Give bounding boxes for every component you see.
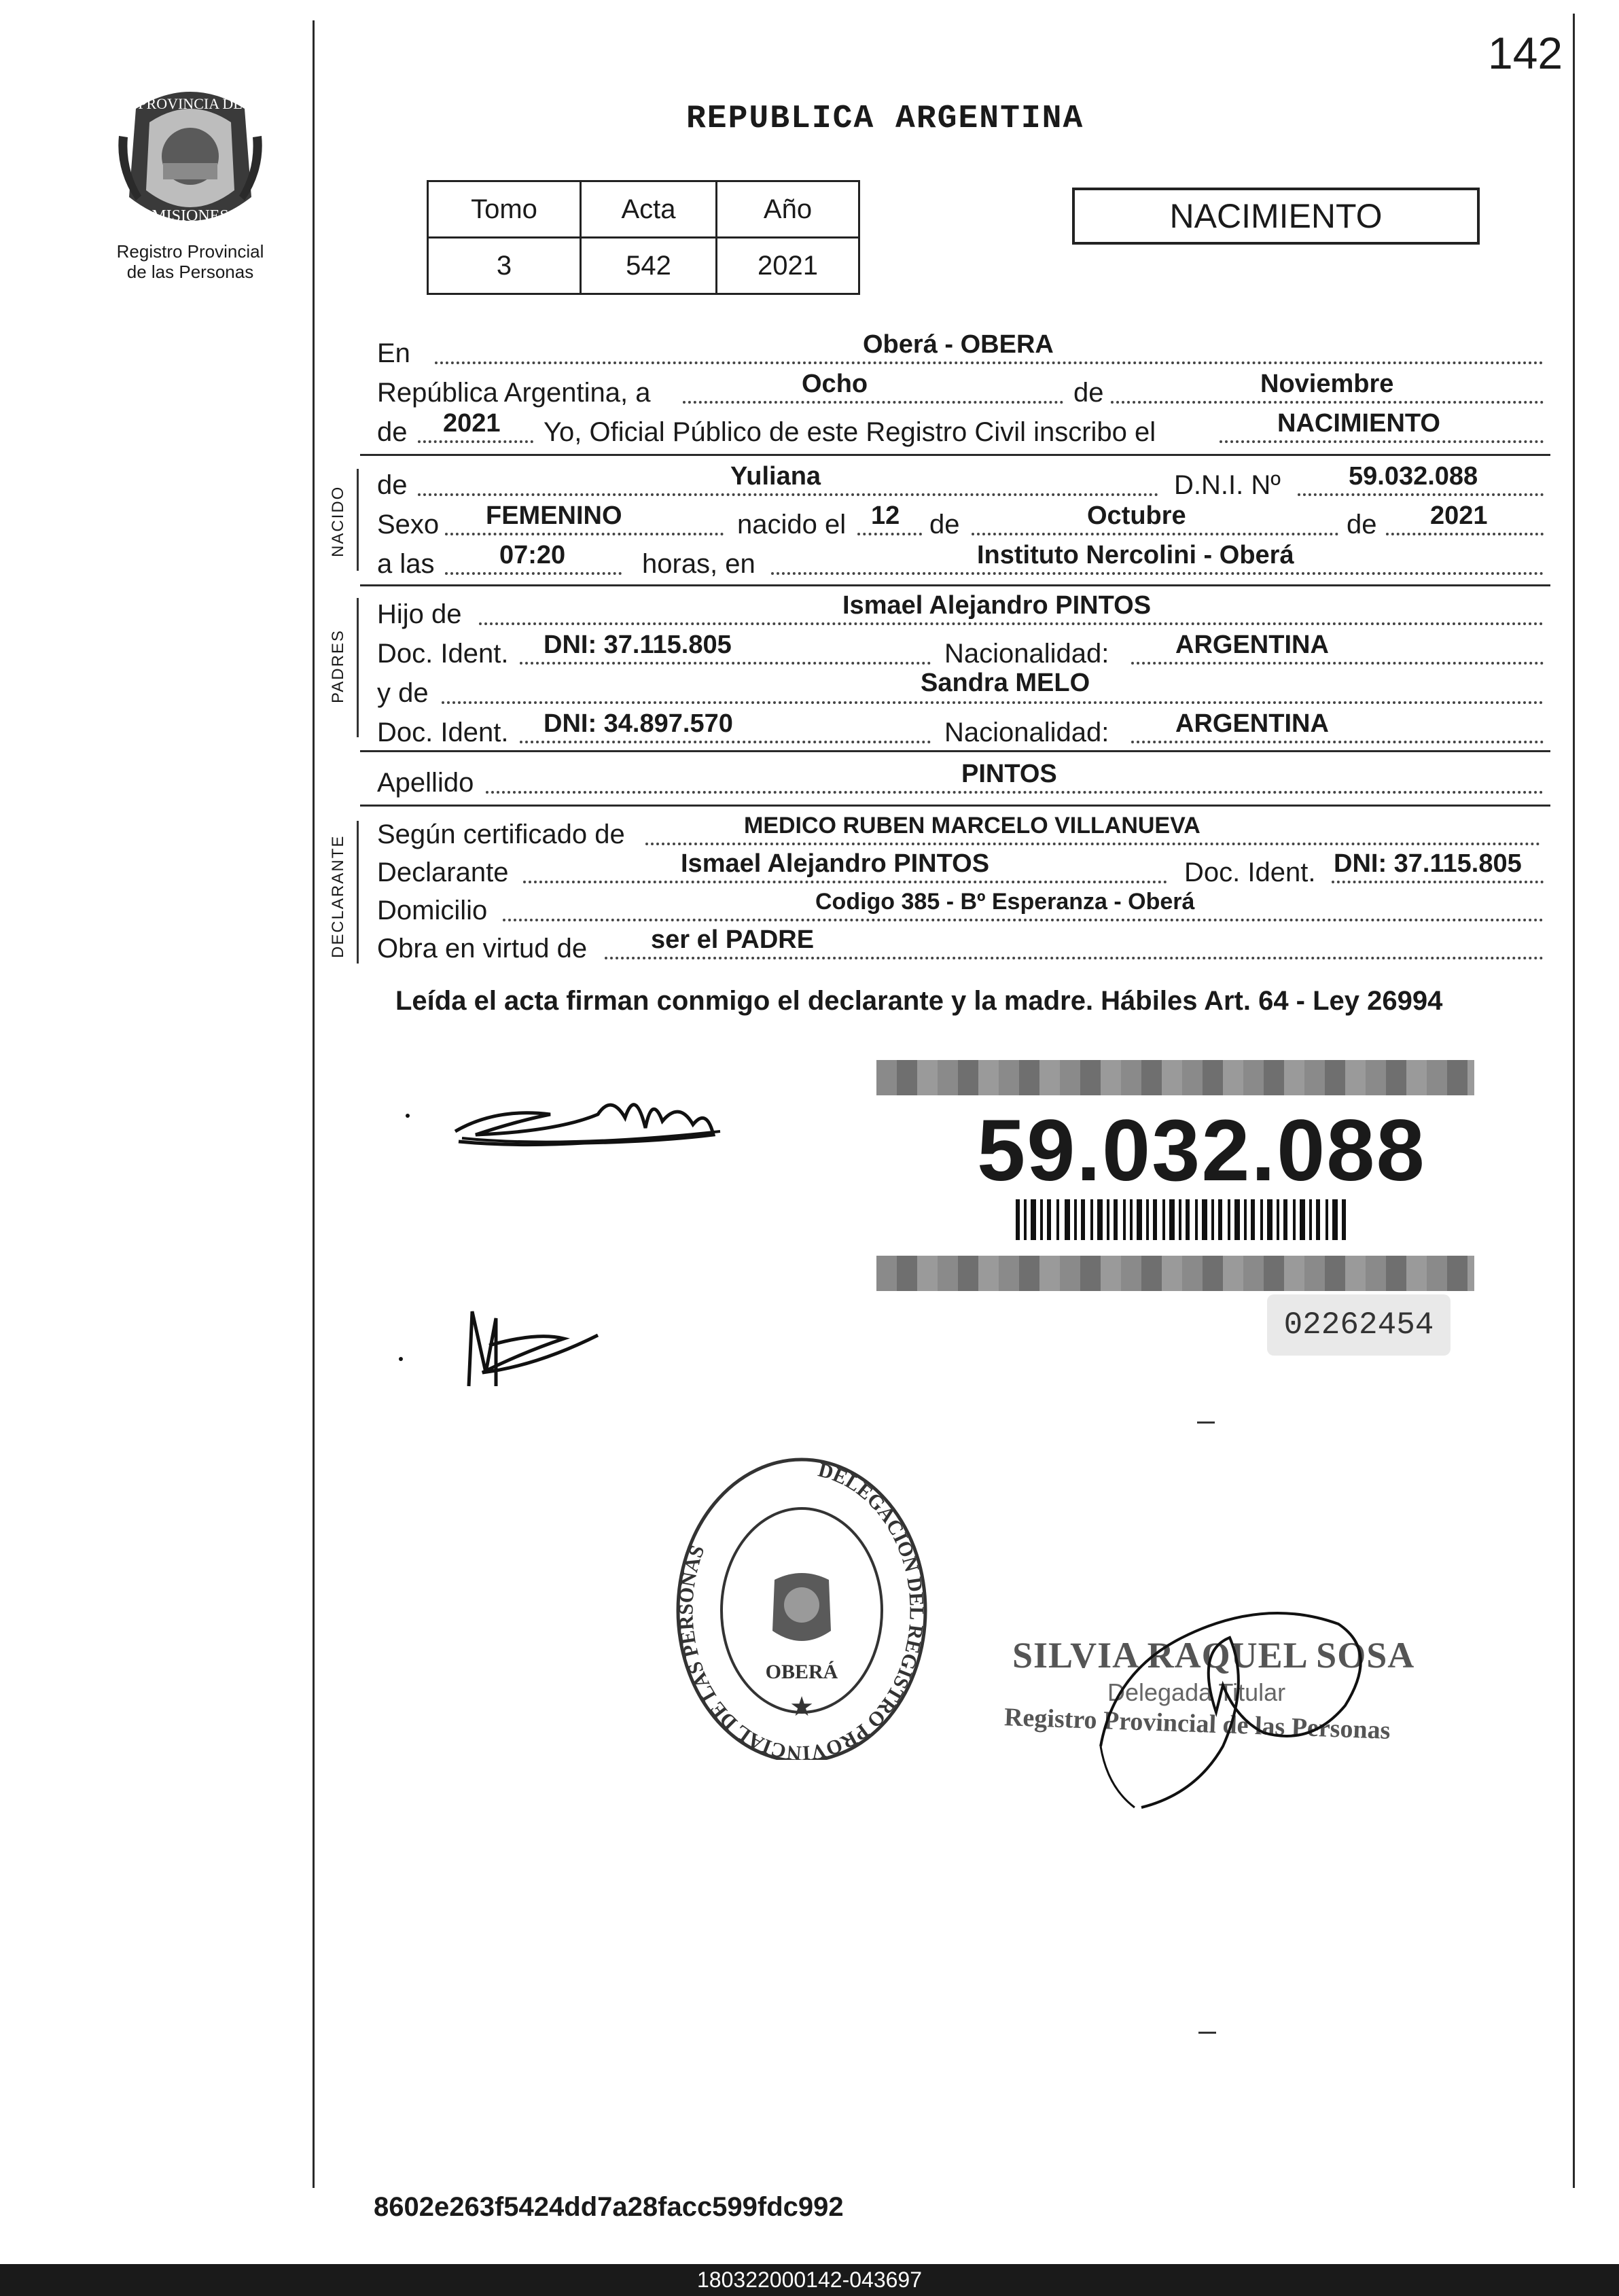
acta-value: 542 — [581, 238, 717, 294]
official-org: Registro Provincial de las Personas — [1003, 1703, 1391, 1745]
en-label: En — [377, 338, 410, 368]
closing-note: Leída el acta firman conmigo el declarante y la madre. Hábiles Art. 64 - Ley 26994 — [395, 986, 1443, 1016]
child-dni: 59.032.088 — [1349, 462, 1478, 491]
padres-section-label: PADRES — [329, 629, 347, 703]
divider — [360, 750, 1550, 752]
page-number: 142 — [1488, 28, 1563, 78]
birth-day-dots — [857, 533, 922, 535]
father-doc: DNI: 37.115.805 — [544, 631, 732, 659]
certificado-label: Según certificado de — [377, 819, 625, 849]
birth-time: 07:20 — [499, 541, 566, 569]
nacido-section-label: NACIDO — [329, 485, 347, 557]
seal-bottom-text: MISIONES — [152, 207, 229, 225]
time-dots — [445, 572, 622, 575]
name-dots — [418, 493, 1158, 496]
sexo-value: FEMENINO — [486, 501, 622, 530]
birth-year-dots — [1386, 533, 1544, 535]
tomo-value: 3 — [428, 238, 581, 294]
nacido-el-label: nacido el — [737, 510, 847, 540]
month-value: Noviembre — [1260, 370, 1394, 398]
birth-month-dots — [972, 533, 1338, 535]
en-dots — [435, 361, 1544, 364]
mark — [1197, 1421, 1215, 1424]
father-name: Ismael Alejandro PINTOS — [842, 591, 1152, 620]
sticker-serial: 02262454 — [1267, 1294, 1451, 1356]
a-las-label: a las — [377, 549, 435, 579]
stamp-city: OBERÁ — [765, 1661, 838, 1683]
sticker-dni-number: 59.032.088 — [977, 1102, 1426, 1199]
horas-label: horas, en — [642, 549, 755, 579]
declarante-bracket — [357, 821, 359, 964]
father-nationality: ARGENTINA — [1175, 631, 1329, 659]
year-value: 2021 — [443, 409, 501, 438]
hijo-de-label: Hijo de — [377, 599, 462, 629]
birth-de-label: de — [929, 510, 960, 540]
mother-doc: DNI: 34.897.570 — [544, 709, 733, 738]
mother-name: Sandra MELO — [921, 669, 1090, 697]
inscribo-label: Yo, Oficial Público de este Registro Civil inscribo el — [544, 417, 1156, 447]
left-margin-line — [313, 20, 315, 2188]
footer-code: 180322000142-043697 — [0, 2264, 1619, 2296]
declarante-label: Declarante — [377, 858, 509, 887]
declarante-section-label: DECLARANTE — [329, 834, 347, 958]
obra-dots — [605, 957, 1544, 959]
father-nat-dots — [1131, 662, 1544, 665]
inscribo-dots — [1220, 440, 1544, 443]
year-de-label: de — [377, 417, 408, 447]
place-dots — [771, 572, 1544, 575]
registry-line-1: Registro Provincial — [116, 241, 264, 262]
y-de-label: y de — [377, 678, 429, 708]
year-dots — [418, 440, 533, 443]
father-nat-label: Nacionalidad: — [944, 639, 1109, 669]
republica-label: República Argentina, a — [377, 378, 651, 408]
father-doc-dots — [520, 662, 931, 665]
declarante-value: Ismael Alejandro PINTOS — [681, 849, 990, 878]
father-doc-label: Doc. Ident. — [377, 639, 509, 669]
document-title: REPUBLICA ARGENTINA — [686, 101, 1084, 137]
seal-top-text: PROVINCIA DE — [138, 95, 243, 112]
apellido-dots — [486, 791, 1544, 794]
svg-text:★: ★ — [789, 1692, 814, 1722]
official-name: SILVIA RAQUEL SOSA — [1012, 1635, 1415, 1676]
anio-value: 2021 — [717, 238, 859, 294]
anio-label: Año — [717, 181, 859, 238]
declarante-dots — [523, 881, 1167, 883]
nacido-bracket — [357, 469, 359, 571]
mother-signature — [387, 1291, 618, 1400]
stamp-ring-text: DELEGACION DEL REGISTRO PROVINCIAL DE LAS PERSONAS — [675, 1458, 928, 1760]
sticker-top-band — [876, 1060, 1474, 1095]
dni-dots — [1298, 493, 1544, 496]
apellido-value: PINTOS — [961, 760, 1057, 788]
obra-label: Obra en virtud de — [377, 934, 588, 964]
registry-name — [88, 241, 292, 282]
certificado-value: MEDICO RUBEN MARCELO VILLANUEVA — [744, 813, 1200, 838]
declarante-doc-dots — [1332, 881, 1544, 883]
sexo-label: Sexo — [377, 510, 440, 540]
inscribo-value: NACIMIENTO — [1277, 409, 1440, 438]
day-value: Ocho — [802, 370, 868, 398]
mother-doc-dots — [520, 741, 931, 743]
birth-day: 12 — [871, 501, 900, 530]
domicilio-label: Domicilio — [377, 896, 488, 925]
mother-nat-label: Nacionalidad: — [944, 718, 1109, 747]
divider — [360, 805, 1550, 807]
tomo-label: Tomo — [428, 181, 581, 238]
acta-label: Acta — [581, 181, 717, 238]
official-signature — [1060, 1549, 1386, 1821]
birth-month: Octubre — [1087, 501, 1186, 530]
registry-stamp — [669, 1447, 934, 1760]
dni-label: D.N.I. Nº — [1174, 470, 1281, 500]
sticker-barcode — [1016, 1199, 1349, 1240]
month-dots — [1111, 401, 1544, 404]
day-dots — [683, 401, 1063, 404]
mother-doc-label: Doc. Ident. — [377, 718, 509, 747]
month-de-label: de — [1073, 378, 1104, 408]
child-name: Yuliana — [730, 462, 821, 491]
mother-dots — [442, 701, 1544, 704]
birth-year: 2021 — [1430, 501, 1488, 530]
divider — [360, 584, 1550, 586]
declarante-doc-label: Doc. Ident. — [1184, 858, 1316, 887]
apellido-label: Apellido — [377, 768, 474, 798]
mark — [1198, 2032, 1216, 2034]
record-type-box: NACIMIENTO — [1072, 188, 1480, 245]
domicilio-dots — [503, 919, 1544, 921]
declarant-signature — [394, 1067, 747, 1176]
sexo-dots — [445, 533, 724, 535]
document-hash: 8602e263f5424dd7a28facc599fdc992 — [374, 2192, 844, 2222]
record-table — [427, 180, 860, 295]
domicilio-value: Codigo 385 - Bº Esperanza - Oberá — [815, 889, 1195, 915]
province-seal-logo — [115, 82, 265, 238]
sticker-bottom-band — [876, 1256, 1474, 1291]
official-title: Delegada Titular — [1107, 1678, 1286, 1706]
certificado-dots — [645, 843, 1540, 845]
divider — [360, 454, 1550, 456]
nacido-de-label: de — [377, 470, 408, 500]
en-value: Oberá - OBERA — [863, 330, 1054, 359]
right-margin-line — [1573, 14, 1575, 2188]
mother-nat-dots — [1131, 741, 1544, 743]
birth-de-label-2: de — [1347, 510, 1377, 540]
father-dots — [479, 622, 1544, 625]
mother-nationality: ARGENTINA — [1175, 709, 1329, 738]
registry-line-2: de las Personas — [126, 262, 254, 282]
obra-value: ser el PADRE — [651, 925, 815, 954]
declarante-doc: DNI: 37.115.805 — [1334, 849, 1522, 878]
padres-bracket — [357, 598, 359, 737]
birth-place: Instituto Nercolini - Oberá — [977, 541, 1294, 569]
